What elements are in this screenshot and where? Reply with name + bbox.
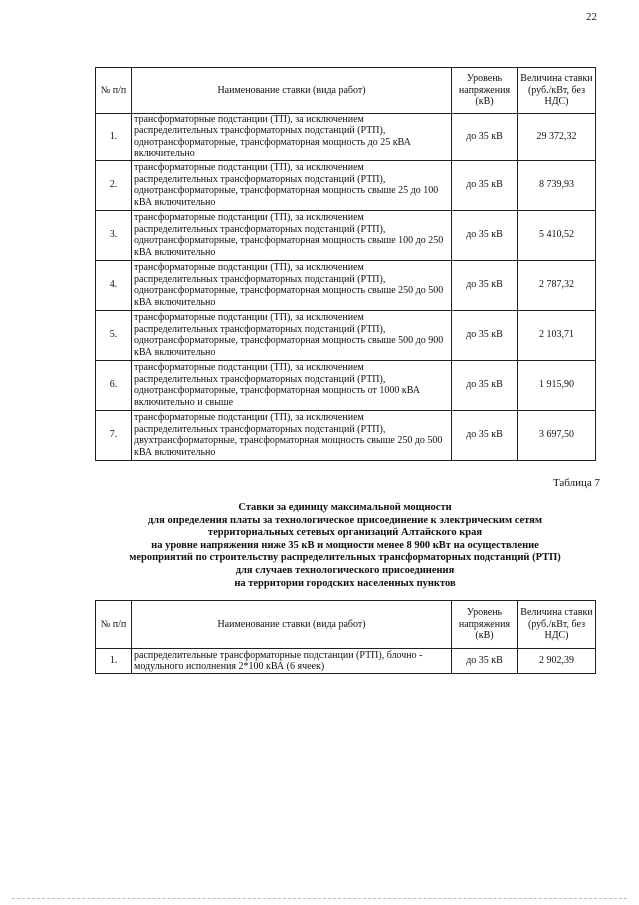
header-name: Наименование ставки (вида работ) <box>132 601 452 649</box>
table-caption <box>95 502 595 590</box>
row-voltage: до 35 кВ <box>452 360 518 410</box>
caption-line: на территории городских населенных пунктов <box>234 577 456 589</box>
header-name: Наименование ставки (вида работ) <box>132 68 452 114</box>
table-row <box>96 410 596 460</box>
header-num: № п/п <box>96 68 132 114</box>
row-name: распределительные трансформаторные подстанции (РТП), блочно - модульного исполнения 2*100 кВА (6 ячеек) <box>132 649 452 674</box>
row-rate: 2 103,71 <box>518 310 596 360</box>
row-rate: 29 372,32 <box>518 114 596 161</box>
row-name: трансформаторные подстанции (ТП), за исключением распределительных трансформаторных подстанций (РТП), однотрансформаторные, трансформаторная мощность свыше 100 до 250 кВА включительно <box>132 210 452 260</box>
caption-line: мероприятий по строительству распределительных трансформаторных подстанций (РТП) <box>129 552 561 564</box>
row-voltage: до 35 кВ <box>452 160 518 210</box>
row-rate: 2 787,32 <box>518 260 596 310</box>
table-header-row <box>96 68 596 114</box>
table-row <box>96 114 596 161</box>
row-name: трансформаторные подстанции (ТП), за исключением распределительных трансформаторных подстанций (РТП), однотрансформаторные, трансформаторная мощность свыше 500 до 900 кВА включительно <box>132 310 452 360</box>
row-num: 5. <box>96 310 132 360</box>
caption-line: на уровне напряжения ниже 35 кВ и мощности менее 8 900 кВт на осуществление <box>151 539 539 551</box>
row-rate: 5 410,52 <box>518 210 596 260</box>
table-row <box>96 649 596 674</box>
row-voltage: до 35 кВ <box>452 649 518 674</box>
header-rate: Величина ставки (руб./кВт, без НДС) <box>518 601 596 649</box>
rates-table-7 <box>95 600 596 674</box>
caption-line: для случаев технологического присоединения <box>235 564 455 576</box>
rates-table-continued <box>95 67 596 461</box>
row-name: трансформаторные подстанции (ТП), за исключением распределительных трансформаторных подстанций (РТП), однотрансформаторные, трансформаторная мощность до 25 кВА включительно <box>132 114 452 161</box>
row-voltage: до 35 кВ <box>452 114 518 161</box>
row-num: 7. <box>96 410 132 460</box>
row-name: трансформаторные подстанции (ТП), за исключением распределительных трансформаторных подстанций (РТП), однотрансформаторные, трансформаторная мощность от 1000 кВА включительно и свыше <box>132 360 452 410</box>
row-voltage: до 35 кВ <box>452 410 518 460</box>
header-num: № п/п <box>96 601 132 649</box>
table-label: Таблица 7 <box>552 477 600 489</box>
page-number: 22 <box>586 11 597 23</box>
row-num: 1. <box>96 649 132 674</box>
row-num: 6. <box>96 360 132 410</box>
table-row <box>96 310 596 360</box>
table-row <box>96 160 596 210</box>
row-name: трансформаторные подстанции (ТП), за исключением распределительных трансформаторных подстанций (РТП), однотрансформаторные, трансформаторная мощность свыше 25 до 100 кВА включительно <box>132 160 452 210</box>
row-rate: 1 915,90 <box>518 360 596 410</box>
row-voltage: до 35 кВ <box>452 210 518 260</box>
row-rate: 2 902,39 <box>518 649 596 674</box>
row-num: 4. <box>96 260 132 310</box>
row-rate: 8 739,93 <box>518 160 596 210</box>
table-row <box>96 260 596 310</box>
row-voltage: до 35 кВ <box>452 260 518 310</box>
row-num: 1. <box>96 114 132 161</box>
row-voltage: до 35 кВ <box>452 310 518 360</box>
header-rate: Величина ставки (руб./кВт, без НДС) <box>518 68 596 114</box>
row-name: трансформаторные подстанции (ТП), за исключением распределительных трансформаторных подстанций (РТП), двухтрансформаторные, трансформаторная мощность свыше 250 до 500 кВА включительно <box>132 410 452 460</box>
row-num: 2. <box>96 160 132 210</box>
caption-line: территориальных сетевых организаций Алтайского края <box>207 527 483 539</box>
caption-line: Ставки за единицу максимальной мощности <box>238 502 452 513</box>
table-header-row <box>96 601 596 649</box>
header-voltage: Уровень напряжения (кВ) <box>452 601 518 649</box>
caption-line: для определения платы за технологическое присоединение к электрическим сетям <box>147 514 543 526</box>
table-row <box>96 360 596 410</box>
table-row <box>96 210 596 260</box>
row-name: трансформаторные подстанции (ТП), за исключением распределительных трансформаторных подстанций (РТП), однотрансформаторные, трансформаторная мощность свыше 250 до 500 кВА включительно <box>132 260 452 310</box>
row-num: 3. <box>96 210 132 260</box>
row-rate: 3 697,50 <box>518 410 596 460</box>
header-voltage: Уровень напряжения (кВ) <box>452 68 518 114</box>
page-bottom-divider <box>12 898 627 899</box>
